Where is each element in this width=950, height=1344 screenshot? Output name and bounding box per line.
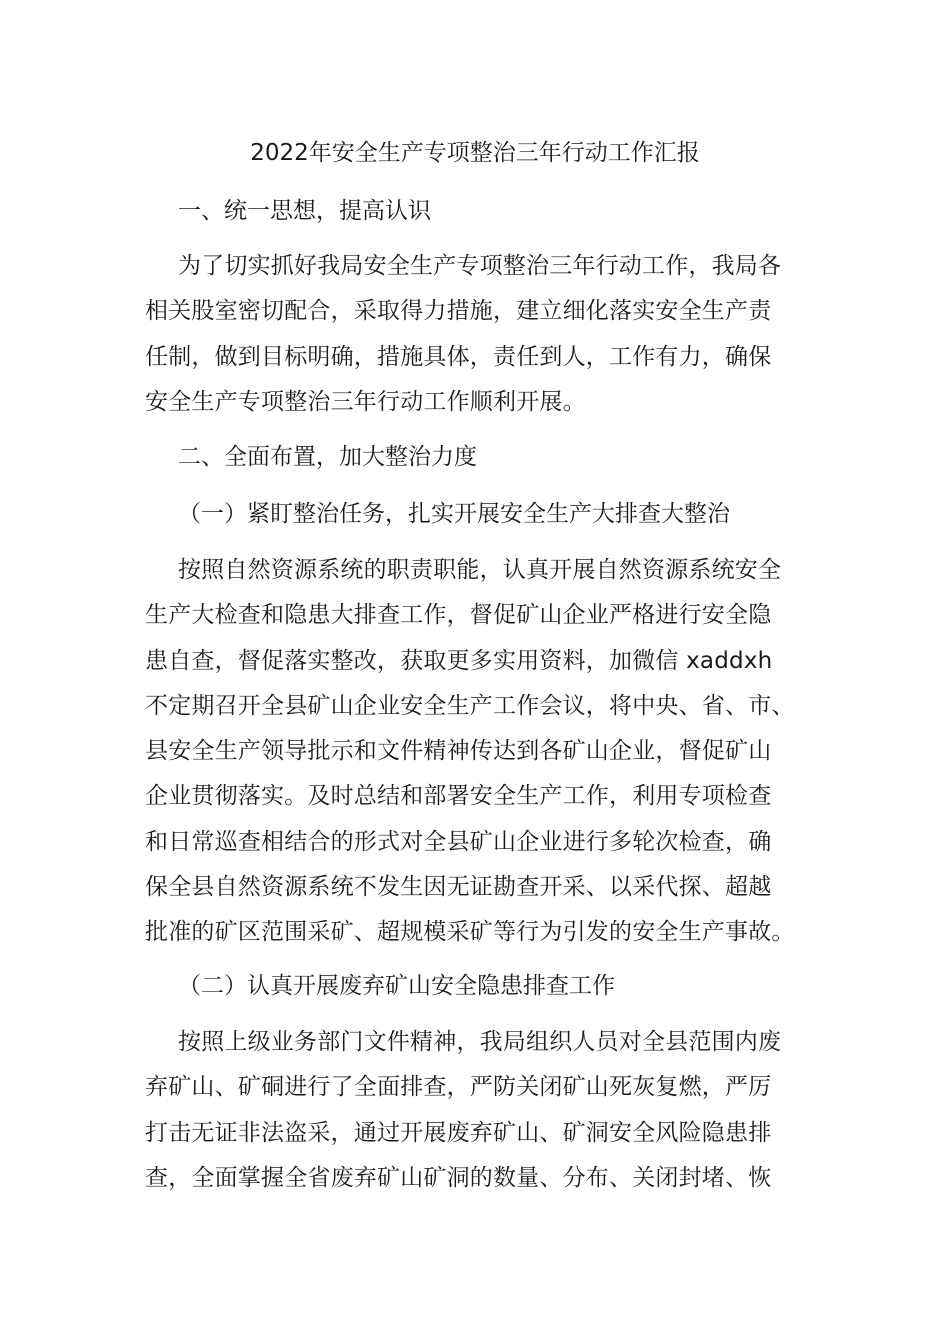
- section-2-heading: 二、全面布置，加大整治力度: [178, 444, 477, 470]
- paragraph-line: 安全生产专项整治三年行动工作顺利开展。: [145, 388, 586, 415]
- paragraph-line: 患自查，督促落实整改，获取更多实用资料，加微信 xaddxh: [145, 647, 773, 674]
- paragraph-line: 生产大检查和隐患大排查工作，督促矿山企业严格进行安全隐: [145, 602, 772, 629]
- document-title: 2022年安全生产专项整治三年行动工作汇报: [250, 140, 700, 166]
- section-2-sub-2-paragraph: [145, 1020, 810, 1201]
- paragraph-line: 和日常巡查相结合的形式对全县矿山企业进行多轮次检查，确: [145, 828, 772, 855]
- section-1-paragraph: [145, 244, 810, 425]
- paragraph-line: 弃矿山、矿硐进行了全面排查，严防关闭矿山死灰复燃，严厉: [145, 1074, 772, 1101]
- paragraph-line: 按照上级业务部门文件精神，我局组织人员对全县范围内废: [178, 1029, 782, 1055]
- section-2-sub-2-heading: （二）认真开展废弃矿山安全隐患排查工作: [178, 973, 615, 999]
- paragraph-line: 按照自然资源系统的职责职能，认真开展自然资源系统安全: [178, 557, 782, 583]
- section-1-heading: 一、统一思想，提高认识: [178, 198, 431, 224]
- paragraph-line: 批准的矿区范围采矿、超规模采矿等行为引发的安全生产事故。: [145, 919, 795, 946]
- section-2-sub-1-heading: （一）紧盯整治任务，扎实开展安全生产大排查大整治: [178, 501, 730, 527]
- paragraph-line: 打击无证非法盗采，通过开展废弃矿山、矿洞安全风险隐患排: [145, 1119, 772, 1146]
- paragraph-line: 县安全生产领导批示和文件精神传达到各矿山企业，督促矿山: [145, 738, 772, 765]
- paragraph-line: 为了切实抓好我局安全生产专项整治三年行动工作，我局各: [178, 253, 782, 279]
- paragraph-line: 企业贯彻落实。及时总结和部署安全生产工作，利用专项检查: [145, 783, 772, 810]
- paragraph-line: 查，全面掌握全省废弃矿山矿洞的数量、分布、关闭封堵、恢: [145, 1164, 772, 1191]
- paragraph-line: 任制，做到目标明确，措施具体，责任到人，工作有力，确保: [145, 343, 772, 370]
- paragraph-line: 不定期召开全县矿山企业安全生产工作会议，将中央、省、市、: [145, 692, 795, 719]
- section-2-sub-1-paragraph: [145, 548, 810, 956]
- paragraph-line: 相关股室密切配合，采取得力措施，建立细化落实安全生产责: [145, 298, 772, 325]
- paragraph-line: 保全县自然资源系统不发生因无证勘查开采、以采代探、超越: [145, 874, 772, 901]
